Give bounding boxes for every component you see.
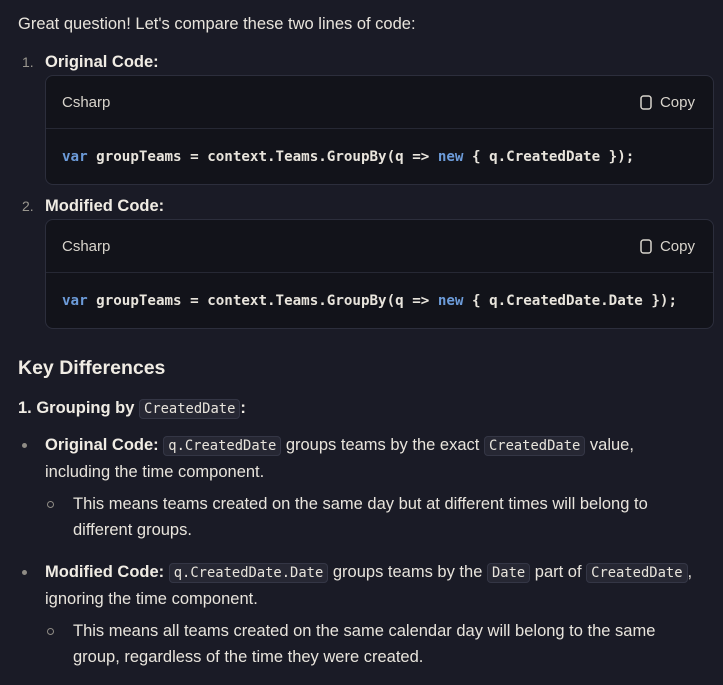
code-block-header	[46, 76, 713, 129]
code-block-original	[45, 75, 714, 185]
step-2-header	[18, 193, 723, 219]
code-keyword: new	[437, 148, 464, 165]
code-language-label: Csharp	[62, 93, 111, 111]
step-number: 1.	[22, 54, 34, 70]
bullet-label: Modified Code:	[45, 563, 165, 581]
step-number: 2.	[22, 198, 34, 214]
bullet-text: groups teams by the exact	[281, 436, 484, 454]
section-heading: Key Differences	[18, 357, 166, 379]
copy-icon	[640, 239, 652, 254]
bullet-text: , ignoring the time component.	[45, 563, 693, 608]
bullet-text: groups teams by the	[328, 563, 487, 581]
subsection-suffix: :	[240, 399, 246, 417]
code-block-header	[46, 220, 713, 273]
bullet-text: part of	[530, 563, 587, 581]
list-item	[18, 559, 695, 612]
sub-list-item	[18, 618, 698, 670]
inline-code: Date	[487, 563, 530, 583]
code-text: { q.CreatedDate.Date });	[463, 292, 678, 309]
copy-icon	[640, 95, 652, 110]
code-keyword: new	[437, 292, 464, 309]
bullet-circle	[47, 501, 54, 508]
code-text: groupTeams = context.Teams.GroupBy(q =>	[87, 148, 438, 165]
copy-button[interactable]	[640, 94, 695, 111]
bullet-circle	[47, 628, 54, 635]
inline-code: CreatedDate	[586, 563, 687, 583]
copy-button[interactable]	[640, 238, 695, 255]
bullet-dot	[22, 443, 27, 448]
code-block-modified	[45, 219, 714, 329]
code-text: { q.CreatedDate });	[463, 148, 635, 165]
sub-list-item	[18, 491, 698, 543]
inline-code: CreatedDate	[139, 399, 240, 419]
bullet-dot	[22, 570, 27, 575]
inline-code: q.CreatedDate.Date	[169, 563, 329, 583]
subsection-prefix: 1. Grouping by	[18, 399, 140, 417]
code-text: groupTeams = context.Teams.GroupBy(q =>	[87, 292, 438, 309]
bullet-text: value, including the time component.	[45, 436, 634, 481]
code-line	[46, 273, 713, 328]
copy-label: Copy	[659, 237, 695, 255]
step-1-header	[18, 49, 723, 75]
inline-code: q.CreatedDate	[163, 436, 281, 456]
sub-bullet-text: This means teams created on the same day but at different times will belong to different groups.	[73, 495, 648, 539]
intro-text: Great question! Let's compare these two lines of code:	[18, 15, 416, 33]
list-item	[18, 432, 695, 485]
sub-bullet-text: This means all teams created on the same calendar day will belong to the same group, regardless of the time they were created.	[73, 622, 656, 666]
code-keyword: var	[62, 148, 88, 165]
step-title: Original Code:	[45, 52, 159, 71]
bullet-label: Original Code:	[45, 436, 159, 454]
code-line	[46, 129, 713, 184]
inline-code: CreatedDate	[484, 436, 585, 456]
step-title: Modified Code:	[45, 196, 165, 215]
code-language-label: Csharp	[62, 237, 111, 255]
subsection-heading	[18, 397, 723, 420]
code-keyword: var	[62, 292, 88, 309]
copy-label: Copy	[659, 93, 695, 111]
